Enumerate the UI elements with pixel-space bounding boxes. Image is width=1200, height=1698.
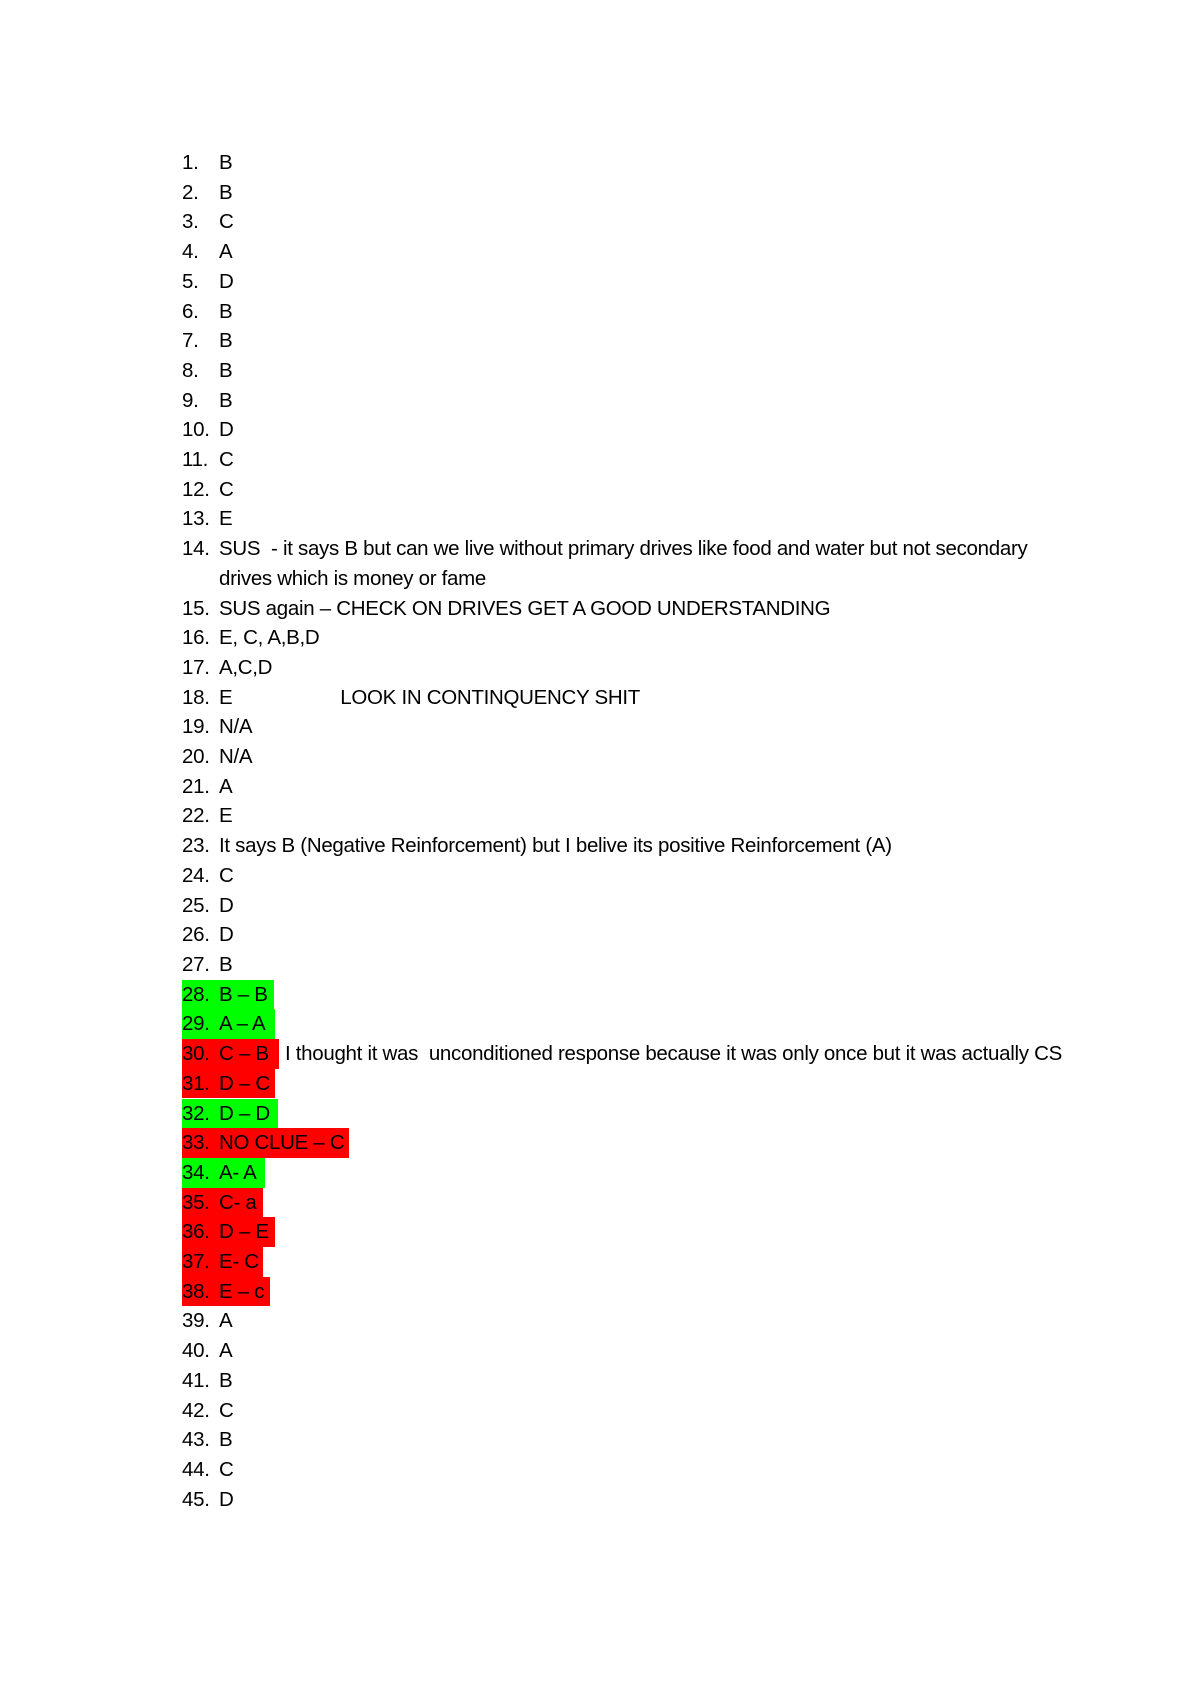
answer-item <box>182 1039 1062 1069</box>
item-number: 4. <box>182 240 199 264</box>
item-answer: B – B <box>219 982 268 1006</box>
item-number: 28. <box>182 982 210 1006</box>
item-number: 32. <box>182 1101 210 1125</box>
answer-item <box>182 1455 1062 1485</box>
item-answer: B <box>219 358 233 382</box>
item-number: 24. <box>182 863 210 887</box>
item-number: 1. <box>182 151 199 174</box>
item-answer: B <box>219 388 233 412</box>
item-answer: It says B (Negative Reinforcement) but I belive its positive Reinforcement (A) <box>219 834 892 858</box>
answer-item <box>182 831 1062 861</box>
item-number: 16. <box>182 626 210 650</box>
item-number: 11. <box>182 448 209 472</box>
item-number: 45. <box>182 1487 210 1511</box>
item-number: 7. <box>182 329 199 353</box>
answer-item <box>182 237 1062 267</box>
item-answer: B <box>219 299 233 323</box>
answer-list <box>182 148 1062 1514</box>
item-number: 29. <box>182 1012 210 1036</box>
item-number: 44. <box>182 1457 210 1481</box>
item-answer: B <box>219 151 233 174</box>
answer-item <box>182 1188 1062 1218</box>
item-number: 15. <box>182 596 210 620</box>
item-number: 26. <box>182 923 210 947</box>
answer-item <box>182 297 1062 327</box>
item-number: 30. <box>182 1042 210 1066</box>
item-number: 31. <box>182 1071 210 1095</box>
answer-item <box>182 1099 1062 1129</box>
item-number: 13. <box>182 507 210 531</box>
item-number: 37. <box>182 1250 210 1274</box>
item-number: 3. <box>182 210 199 234</box>
answer-item <box>182 356 1062 386</box>
item-answer: C <box>219 477 234 501</box>
item-number: 21. <box>182 774 210 798</box>
item-answer: C <box>219 863 234 887</box>
item-answer: B <box>219 1428 233 1452</box>
answer-item <box>182 653 1062 683</box>
answer-item <box>182 683 1062 713</box>
answer-item <box>182 1069 1062 1099</box>
item-number: 35. <box>182 1190 210 1214</box>
item-answer: E, C, A,B,D <box>219 626 320 650</box>
item-answer: NO CLUE – C <box>219 1131 345 1155</box>
item-answer: A <box>219 1309 233 1333</box>
item-number: 33. <box>182 1131 210 1155</box>
item-number: 43. <box>182 1428 210 1452</box>
item-number: 41. <box>182 1368 210 1392</box>
answer-item <box>182 445 1062 475</box>
answer-item <box>182 475 1062 505</box>
item-answer: N/A <box>219 745 253 769</box>
answer-item <box>182 415 1062 445</box>
item-answer: D <box>219 893 234 917</box>
item-answer: C- a <box>219 1190 257 1214</box>
answer-item <box>182 772 1062 802</box>
answer-item <box>182 980 1062 1010</box>
answer-item <box>182 534 1062 593</box>
answer-item <box>182 623 1062 653</box>
answer-item <box>182 504 1062 534</box>
answer-item <box>182 326 1062 356</box>
item-answer: B <box>219 1368 233 1392</box>
item-number: 9. <box>182 388 199 412</box>
item-answer: C <box>219 210 234 234</box>
item-answer: C <box>219 1398 234 1422</box>
item-answer: E LOOK IN CONTINQUENCY SHIT <box>219 685 640 709</box>
item-answer: C <box>219 1457 234 1481</box>
answer-item <box>182 920 1062 950</box>
item-number: 17. <box>182 655 210 679</box>
item-number: 25. <box>182 893 210 917</box>
answer-item <box>182 1247 1062 1277</box>
answer-item <box>182 1396 1062 1426</box>
item-answer: A,C,D <box>219 655 273 679</box>
item-number: 5. <box>182 269 199 293</box>
item-answer: E <box>219 804 233 828</box>
item-number: 40. <box>182 1339 210 1363</box>
answer-item <box>182 712 1062 742</box>
answer-item <box>182 207 1062 237</box>
answer-item <box>182 950 1062 980</box>
answer-item <box>182 1009 1062 1039</box>
answer-item <box>182 801 1062 831</box>
item-answer: A <box>219 1339 233 1363</box>
answer-item <box>182 1485 1062 1515</box>
item-answer: B <box>219 952 233 976</box>
item-answer: A <box>219 240 233 264</box>
item-answer: E – c <box>219 1279 265 1303</box>
answer-item <box>182 1366 1062 1396</box>
item-number: 22. <box>182 804 210 828</box>
item-number: 6. <box>182 299 199 323</box>
item-number: 39. <box>182 1309 210 1333</box>
item-number: 38. <box>182 1279 210 1303</box>
item-number: 18. <box>182 685 210 709</box>
answer-item <box>182 742 1062 772</box>
item-number: 10. <box>182 418 210 442</box>
item-answer: D – E <box>219 1220 269 1244</box>
answer-item <box>182 386 1062 416</box>
answer-item <box>182 1277 1062 1307</box>
item-number: 27. <box>182 952 210 976</box>
answer-item <box>182 861 1062 891</box>
item-answer: D <box>219 1487 234 1511</box>
item-answer: D – C <box>219 1071 270 1095</box>
item-number: 42. <box>182 1398 210 1422</box>
answer-item <box>182 1158 1062 1188</box>
item-answer: C <box>219 448 234 472</box>
answer-item <box>182 178 1062 208</box>
item-number: 8. <box>182 358 199 382</box>
answer-item <box>182 148 1062 178</box>
answer-item <box>182 891 1062 921</box>
item-number: 14. <box>182 537 210 561</box>
item-answer: E- C <box>219 1250 259 1274</box>
item-number: 19. <box>182 715 210 739</box>
item-answer: D – D <box>219 1101 270 1125</box>
item-number: 23. <box>182 834 210 858</box>
item-answer: B <box>219 180 233 204</box>
item-answer: D <box>219 269 234 293</box>
answer-item <box>182 1425 1062 1455</box>
answer-item <box>182 1306 1062 1336</box>
item-number: 20. <box>182 745 210 769</box>
item-answer: E <box>219 507 233 531</box>
item-answer: C – B I thought it was unconditioned response because it was only once but it was actually CS <box>219 1042 1062 1066</box>
item-number: 2. <box>182 180 199 204</box>
item-answer: SUS - it says B but can we live without primary drives like food and water but not secondary drives which is money or fame <box>219 537 1033 590</box>
item-answer: D <box>219 923 234 947</box>
item-answer: D <box>219 418 234 442</box>
item-answer: N/A <box>219 715 253 739</box>
item-answer: A- A <box>219 1160 257 1184</box>
item-number: 36. <box>182 1220 210 1244</box>
item-answer: SUS again – CHECK ON DRIVES GET A GOOD UNDERSTANDING <box>219 596 831 620</box>
item-answer: A <box>219 774 233 798</box>
answer-item <box>182 267 1062 297</box>
answer-item <box>182 1336 1062 1366</box>
item-answer: A – A <box>219 1012 266 1036</box>
answer-item <box>182 1128 1062 1158</box>
answer-item <box>182 1217 1062 1247</box>
item-number: 34. <box>182 1160 210 1184</box>
item-number: 12. <box>182 477 210 501</box>
item-answer: B <box>219 329 233 353</box>
answer-item <box>182 594 1062 624</box>
